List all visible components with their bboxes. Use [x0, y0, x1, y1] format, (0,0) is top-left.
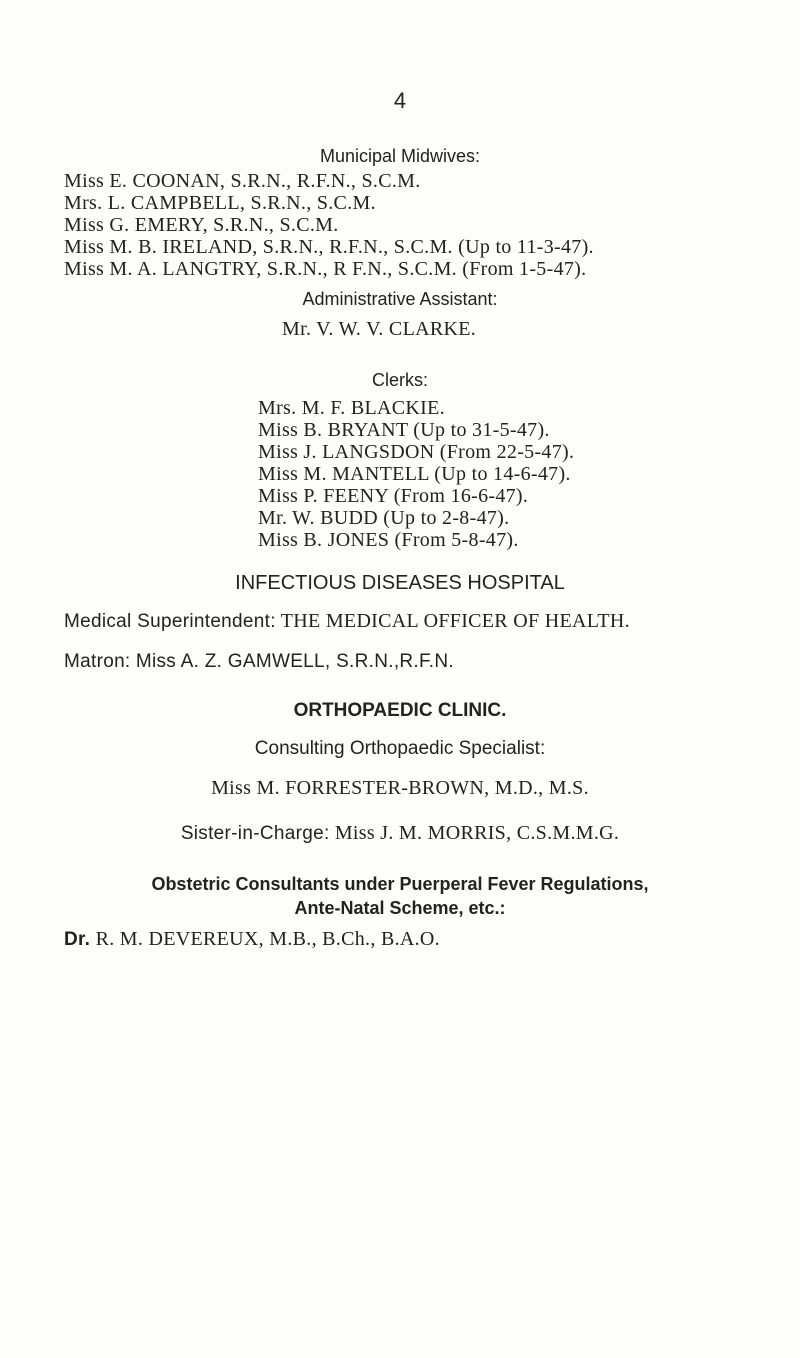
obstetric-heading-line2: Ante-Natal Scheme, etc.:: [294, 898, 506, 918]
consulting-specialist-name: Miss M. FORRESTER-BROWN, M.D., M.S.: [211, 777, 589, 799]
sister-in-charge-row: [0, 822, 800, 845]
clerk-line: Miss M. MANTELL (Up to 14-6-47).: [258, 463, 571, 485]
sister-in-charge-value: Miss J. M. MORRIS, C.S.M.M.G.: [334, 822, 620, 844]
obstetric-consultant-title: Dr.: [64, 929, 91, 950]
midwife-line: Miss G. EMERY, S.R.N., S.C.M.: [64, 214, 339, 236]
midwife-line: Mrs. L. CAMPBELL, S.R.N., S.C.M.: [64, 192, 376, 214]
obstetric-consultant-name: R. M. DEVEREUX, M.B., B.Ch., B.A.O.: [95, 928, 440, 950]
sister-in-charge-label: Sister-in-Charge:: [180, 823, 330, 844]
clerk-line: Miss B. BRYANT (Up to 31-5-47).: [258, 419, 550, 441]
matron-row: [64, 650, 454, 673]
medical-superintendent-value: THE MEDICAL OFFICER OF HEALTH.: [280, 610, 630, 632]
infectious-diseases-heading: INFECTIOUS DISEASES HOSPITAL: [235, 572, 565, 594]
midwife-line: Miss M. B. IRELAND, S.R.N., R.F.N., S.C.M. (Up to 11-3-47).: [64, 236, 594, 258]
municipal-midwives-heading: Municipal Midwives:: [319, 146, 481, 166]
administrative-assistant-name: Mr. V. W. V. CLARKE.: [282, 318, 477, 340]
matron-value: Miss A. Z. GAMWELL, S.R.N.,R.F.N.: [135, 651, 454, 672]
clerk-line: Miss P. FEENY (From 16-6-47).: [258, 485, 529, 507]
obstetric-heading-line1: Obstetric Consultants under Puerperal Fever Regulations,: [151, 874, 649, 894]
clerk-line: Miss J. LANGSDON (From 22-5-47).: [258, 441, 575, 463]
municipal-midwives-list: [64, 170, 594, 280]
medical-superintendent-label: Medical Superintendent:: [64, 611, 276, 632]
clerk-line: Miss B. JONES (From 5-8-47).: [258, 529, 519, 551]
midwife-line: Miss E. COONAN, S.R.N., R.F.N., S.C.M.: [64, 170, 421, 192]
clerks-list: [258, 397, 574, 551]
consulting-specialist-label: Consulting Orthopaedic Specialist:: [254, 738, 546, 759]
obstetric-consultant-row: [64, 928, 440, 951]
clerks-heading: Clerks:: [371, 370, 428, 390]
clerk-line: Mrs. M. F. BLACKIE.: [258, 397, 445, 419]
medical-superintendent-row: [64, 610, 630, 633]
administrative-assistant-heading: Administrative Assistant:: [302, 289, 498, 309]
clerk-line: Mr. W. BUDD (Up to 2-8-47).: [258, 507, 510, 529]
midwife-line: Miss M. A. LANGTRY, S.R.N., R F.N., S.C.M. (From 1-5-47).: [64, 258, 587, 280]
orthopaedic-clinic-heading: ORTHOPAEDIC CLINIC.: [293, 700, 507, 721]
matron-label: Matron:: [64, 651, 131, 672]
page-number: 4: [393, 88, 407, 113]
